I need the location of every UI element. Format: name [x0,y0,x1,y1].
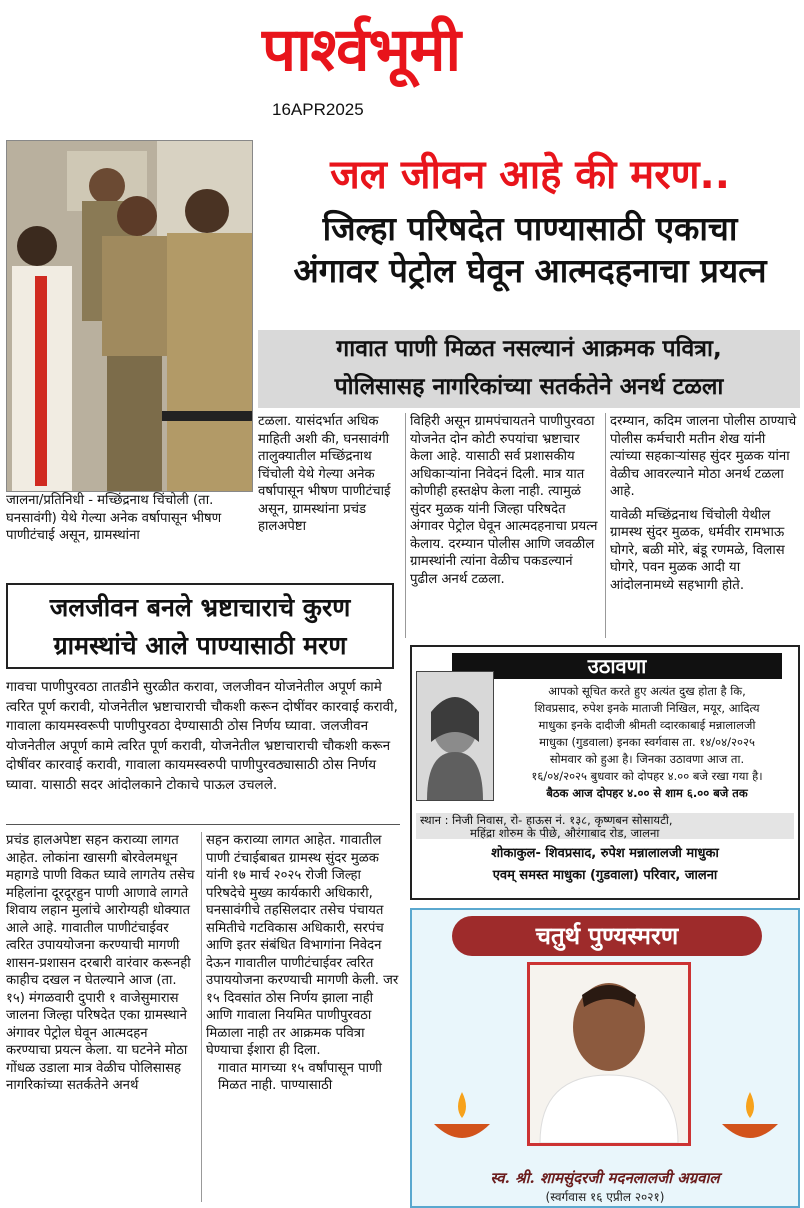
article-column-4 [610,413,800,594]
issue-date: 16APR2025 [272,100,364,119]
article-column-4-para2: यावेळी मच्छिंद्रनाथ चिंचोली येथील ग्रामस्थ सुंदर मुळक, धर्मवीर रामभाऊ घोगरे, बळी मोरे, बंडू रणमळे, विलास घोगरे, पवन मुळक आदी या आंदोलनामध्ये सहभागी होते. [610,507,785,593]
box-headline-line1: जलजीवन बनले भ्रष्टाचाराचे कुरण [49,593,351,622]
memorial-date: (स्वर्गवास १६ एप्रील २०२१) [545,1190,665,1204]
memorial-name: स्व. श्री. शामसुंदरजी मदनलालजी अग्रवाल [490,1169,720,1187]
address-line: निजी निवास, रो- हाऊस नं. १३८, कृष्णबन सोसायटी, [452,813,673,827]
box-headline-line2: ग्रामस्थांचे आले पाण्यासाठी मरण [53,631,347,660]
oil-lamp-icon [718,1090,782,1150]
article-column-6-para1: सहन कराव्या लागत आहेत. गावातील पाणी टंचाईबाबत ग्रामस्थ सुंदर मुळक यांनी १७ मार्च २०२५ रोजी जिल्हा परिषदेचे मुख्य कार्यकारी अधिकारी, घनसावंगीचे तहसिलदार तसेच पंचायत समितीचे गटविकास अधिकारी, सरपंच आणि इतर संबंधित विभागांना निवेदन देऊन गावातील पाणीटंचाईवर त्वरित उपाययोजना करण्याची मागणी केली. जर १५ दिवसांत ठोस निर्णय झाला नाही आणि गावाला नियमित पाणीपुरवठा मिळाला नाही तर आक्रमक पवित्रा घेण्याचा ईशारा ही दिला. [206,833,399,1058]
subheadline-line1: गावात पाणी मिळत नसल्यानं आक्रमक पवित्रा, [336,336,722,362]
address-line: महिंद्रा शोरुम के पीछे, औरंगाबाद रोड, जालना [470,826,660,840]
masthead-title: पार्श्वभूमी [262,15,461,85]
memorial-portrait [527,962,691,1146]
obituary-line: शिवप्रसाद, रुपेश इनके माताजी निखिल, मयूर, आदित्य [534,701,760,715]
headline-main [262,208,798,292]
mourners-line: शोकाकुल- शिवप्रसाद, रुपेश मन्नालालजी माधुका [491,846,719,861]
demands-summary: गावचा पाणीपुरवठा तातडीने सुरळीत करावा, जलजीवन योजनेतील अपूर्ण कामे त्वरित पूर्ण करावी, योजनेतील भ्रष्टाचाराची चौकशी करून दोषींवर कारवाई करावी, गावाला कायमस्वरूपी पाणीपुरवठा देण्यासाठी ठोस निर्णय घ्यावा. जलजीवन योजनेतील अपूर्ण कामे त्वरित पूर्ण करावी, योजनेतील भ्रष्टाचाराची चौकशी करून दोषींवर कारवाई करावी, गावाला कायमस्वरुपी पाणीपुरवठ्यासाठी ठोस निर्णय घ्यावा. यासाठी सदर आंदोलकाने टोकाचे पाऊल उचलले. [6,679,398,793]
photo-caption: जालना/प्रतिनिधी - मच्छिंद्रनाथ चिंचोली (ता. घनसावंगी) येथे गेल्या अनेक वर्षापासून भीषण पाणीटंचाई असून, ग्रामस्थांना [6,493,222,543]
obituary-mourners [416,843,794,887]
column-divider [201,832,202,1202]
memorial-notice [410,908,800,1208]
obituary-line: सोमवार को हुआ है। जिनका उठावणा आज ता. [549,752,745,766]
obituary-message [496,683,798,802]
article-column-5: प्रचंड हालअपेष्टा सहन कराव्या लागत आहेत. लोकांना खासगी बोरवेलमधून महागडे पाणी विकत घ्यावे लागतेय तसेच महिलांना दूरदूरहुन पाणी आणावे लागते शिवाय लहान मुलांचे आरोग्यही धोक्यात आले आहे. गावातील पाणीटंचाईवर त्वरित उपाययोजना करण्याची मागणी शासन-प्रशासन दरबारी वारंवार करूनही काहीच दखल न घेतल्याने आज (ता. १५) मंगळवारी दुपारी १ वाजेसुमारास जालना जिल्हा परिषदेत एका ग्रामस्थाने अंगावर पेट्रोल घेवून आत्मदहन करण्याचा प्रयत्न केला. या घटनेने मोठा गोंधळ उडाला मात्र वेळीच पोलिसासह नागरिकांच्या सतर्कतेने अनर्थ [6,833,195,1093]
obituary-address [416,813,794,839]
obituary-line: माधुका (गुडवाला) इनका स्वर्गवास ता. १४/०४/२०२५ [539,735,755,749]
obituary-line: माधुका इनके दादीजी श्रीमती व्दारकाबाई मन्नालालजी [538,718,756,732]
article-column-3: विहिरी असून ग्रामपंचायतने पाणीपुरवठा योजनेत दोन कोटी रुपयांचा भ्रष्टाचार केला आहे. यासाठी सर्व प्रशासकीय अधिकाऱ्यांना निवेदनं दिली. मात्र यात कोणीही हस्तक्षेप केला नाही. त्यामुळं सुंदर मुळक यांनी जिल्हा परिषदेत अंगावर पेट्रोल घेवून आत्मदहनाचा प्रयत्न केलाय. दरम्यान पोलीस आणि जवळील ग्रामस्थांनी त्यांना वेळीच पकडल्यानं पुढील अनर्थ टळला. [410,414,598,587]
article-column-4-para1: दरम्यान, कदिम जालना पोलीस ठाण्याचे पोलीस कर्मचारी मतीन शेख यांनी त्यांच्या सहकाऱ्यांसह सुंदर मुळक यांना वेळीच आवरल्याने मोठा अनर्थ टळला आहे. [610,414,797,499]
headline-main-line1: जिल्हा परिषदेत पाण्यासाठी एकाचा [322,209,738,248]
mourners-line: एवम् समस्त माधुका (गुडवाला) परिवार, जालना [492,868,718,883]
subheadline [258,330,800,408]
oil-lamp-icon [430,1090,494,1150]
obituary-portrait [416,671,494,801]
memorial-title: चतुर्थ पुण्यस्मरण [452,916,762,956]
article-column-6-para2: गावात मागच्या १५ वर्षांपासून पाणी मिळत नाही. पाण्यासाठी [218,1060,382,1093]
obituary-title: उठावणा [452,653,782,679]
address-label: स्थान : [420,813,449,827]
headline-kicker: जल जीवन आहे की मरण.. [330,152,730,198]
article-column-2: टळला. यासंदर्भात अधिक माहिती अशी की, घनसावंगी तालुक्यातील मच्छिंद्रनाथ चिंचोली येथे गेल्या अनेक वर्षापासून भीषण पाणीटंचाई असून, ग्रामस्थांना प्रचंड हालअपेष्टा [258,414,391,534]
obituary-line: १६/०४/२०२५ बुधवार को दोपहर ४.०० बजे रखा गया है। [531,769,763,783]
column-divider [605,413,606,638]
headline-main-line2: अंगावर पेट्रोल घेवून आत्मदहनाचा प्रयत्न [293,251,767,290]
subheadline-line2: पोलिसासह नागरिकांच्या सतर्कतेने अनर्थ टळला [334,374,724,400]
obituary-notice [410,645,800,900]
obituary-line: बैठक आज दोपहर ४.०० से शाम ६.०० बजे तक [546,786,748,800]
box-headline [6,583,394,669]
section-rule [6,824,400,825]
news-photo [6,140,253,492]
column-divider [405,413,406,638]
obituary-line: आपको सूचित करते हुए अत्यंत दुख होता है कि, [548,684,746,698]
article-column-6 [206,832,400,1095]
